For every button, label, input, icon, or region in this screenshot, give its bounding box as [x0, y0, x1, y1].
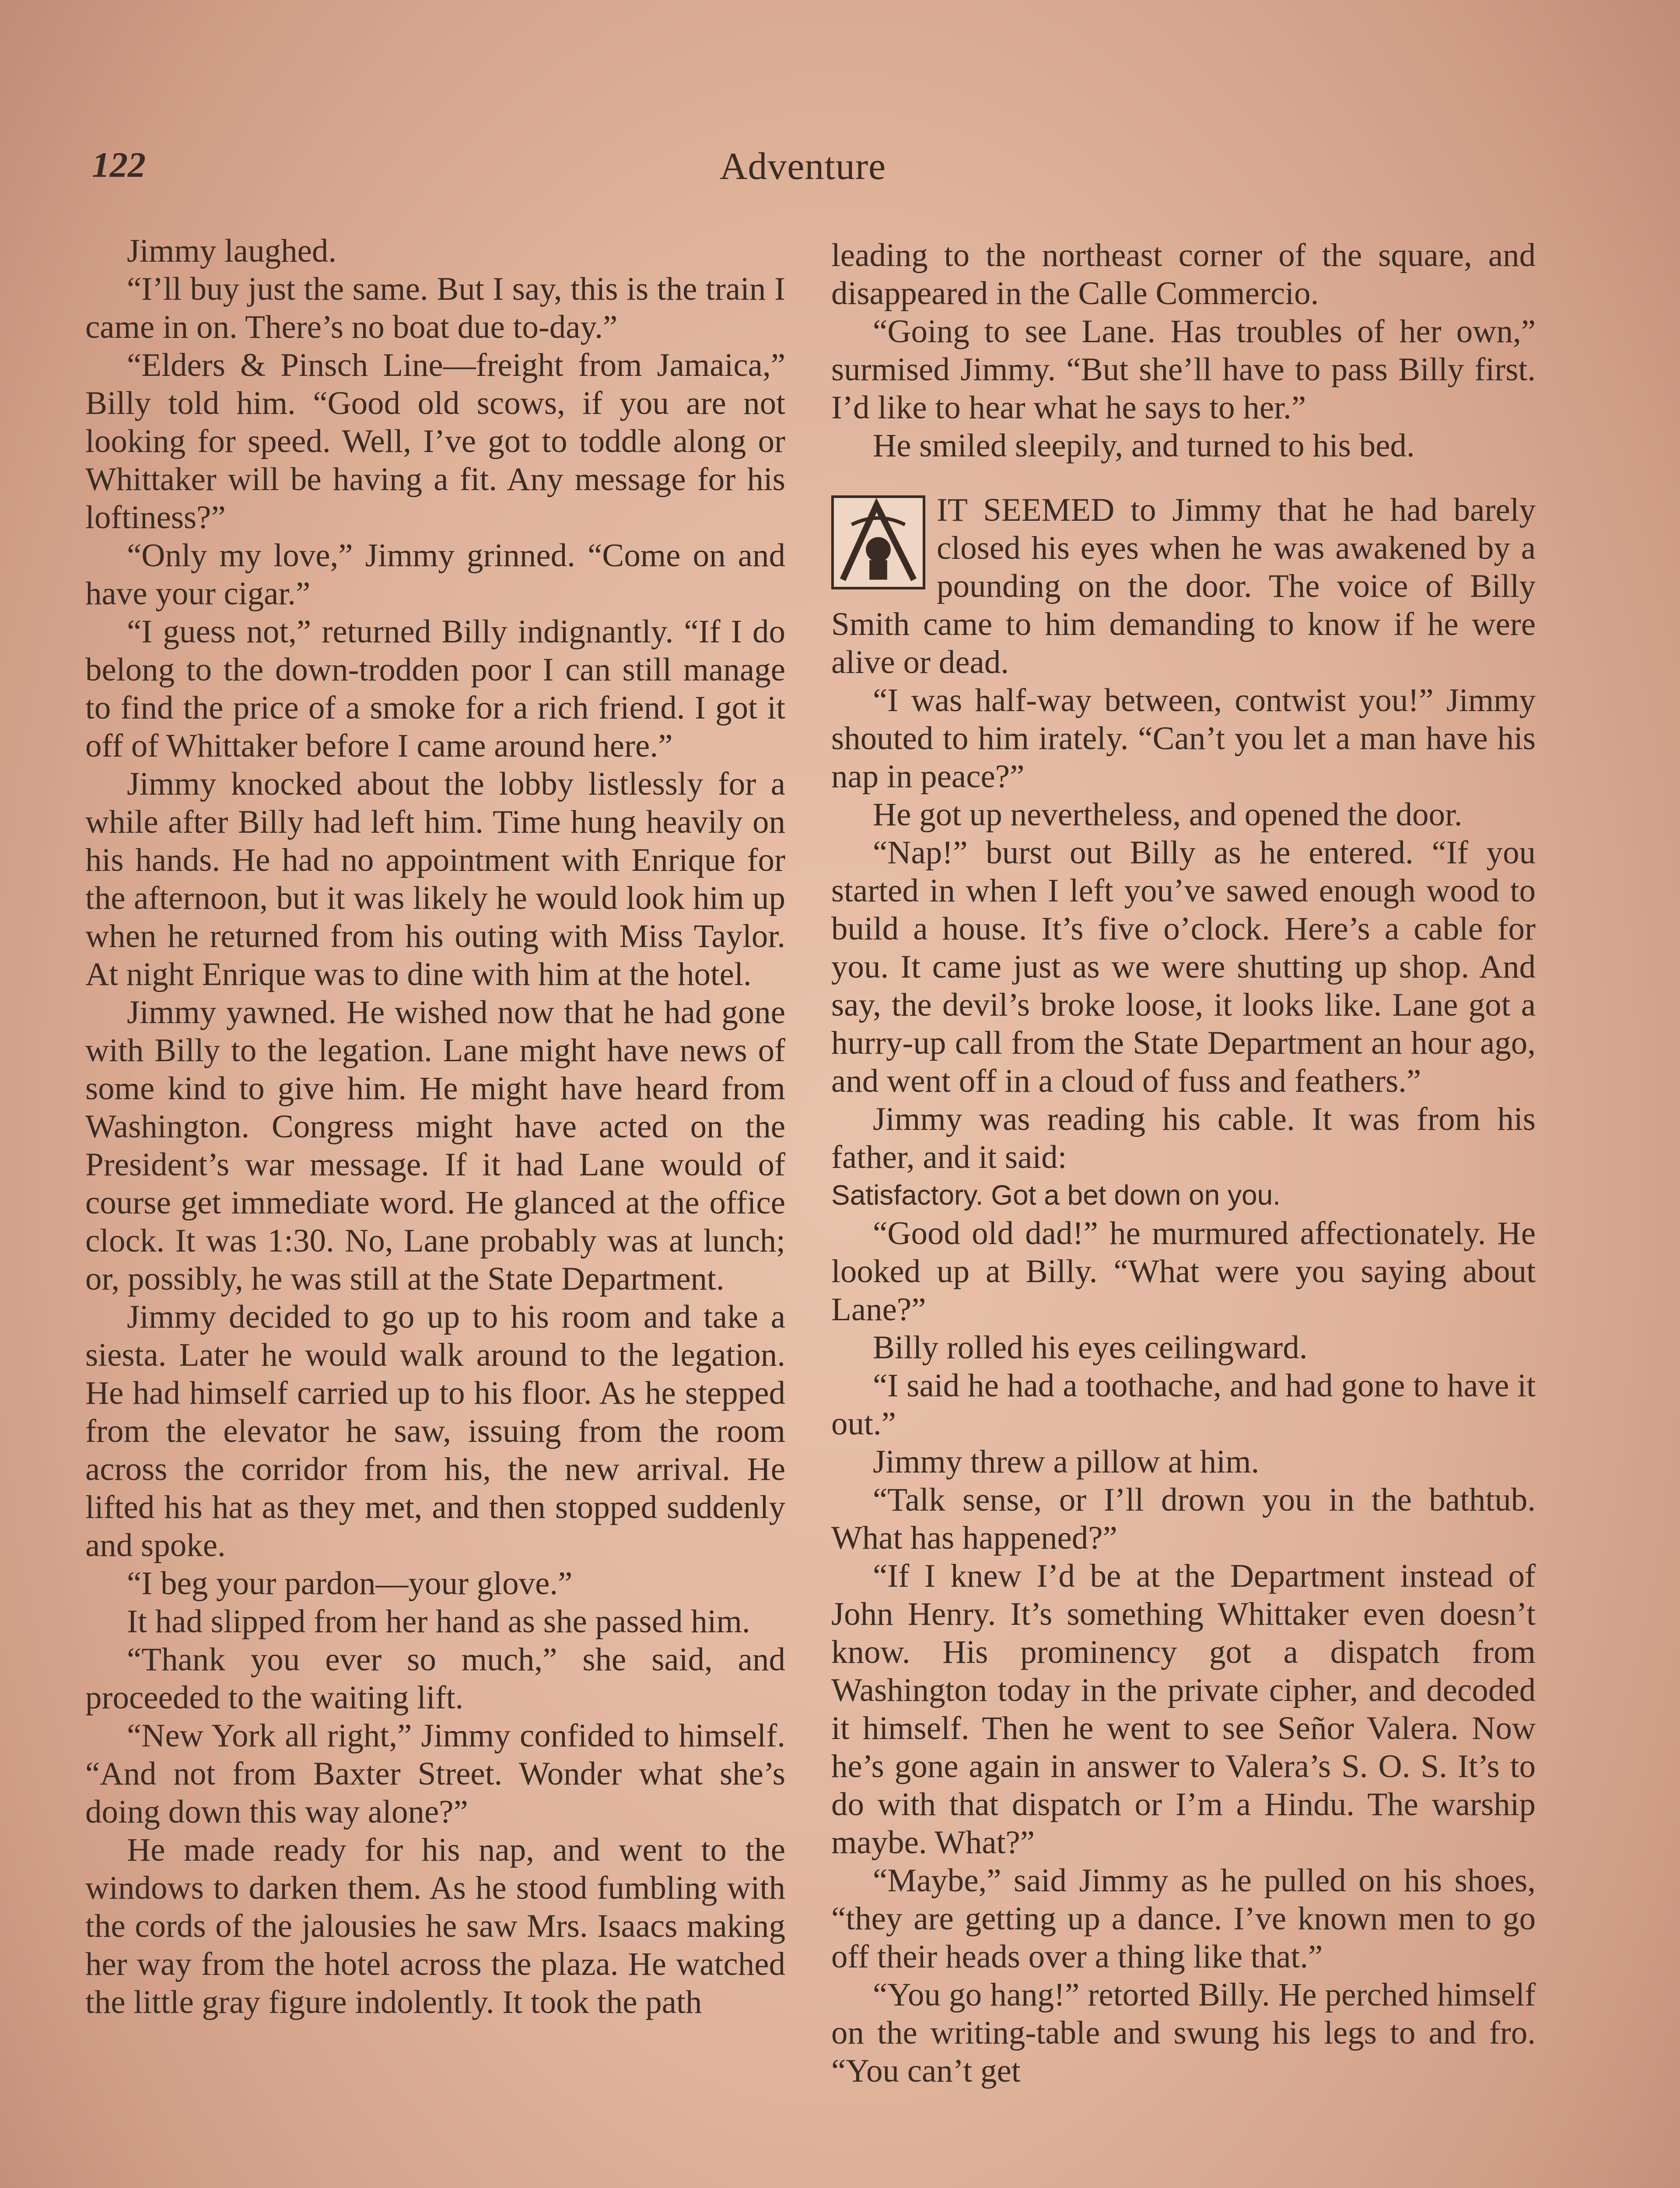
- paragraph: “New York all right,” Jimmy confided to himself. “And not from Baxter Street. Wonder what she’s doing down this way alone?”: [85, 1718, 785, 1830]
- drop-cap-illustration-icon: [831, 495, 925, 589]
- paragraph: “Going to see Lane. Has troubles of her own,” surmised Jimmy. “But she’ll have to pass Billy first. I’d like to hear what he says to her.”: [831, 313, 1536, 426]
- paragraph: He got up nevertheless, and opened the door.: [873, 796, 1463, 833]
- paragraph: “Elders & Pinsch Line—freight from Jamaica,” Billy told him. “Good old scows, if you are not looking for speed. Well, I’ve got to toddle along or Whittaker will be having a fit. Any message for his loftiness?”: [85, 347, 785, 536]
- paragraph: “I beg your pardon—your glove.”: [127, 1565, 573, 1602]
- running-title: Adventure: [719, 145, 886, 188]
- paragraph: Jimmy decided to go up to his room and take a siesta. Later he would walk around to the legation. He had himself carried up to his floor. As he stepped from the elevator he saw, issuing from the room across the corridor from his, the new arrival. He lifted his hat as they met, and then stopped suddenly and spoke.: [85, 1299, 785, 1564]
- paragraph: Jimmy was reading his cable. It was from his father, and it said:: [831, 1101, 1536, 1175]
- section-opening-paragraph: IT SEEMED to Jimmy that he had barely closed his eyes when he was awakened by a pounding on the door. The voice of Billy Smith came to him demanding to know if he were alive or dead.: [831, 492, 1536, 680]
- paragraph: It had slipped from her hand as she passed him.: [127, 1603, 750, 1640]
- cable-message: Satisfactory. Got a bet down on you.: [831, 1179, 1281, 1211]
- paragraph: “Only my love,” Jimmy grinned. “Come on and have your cigar.”: [85, 537, 785, 612]
- paragraph: “Nap!” burst out Billy as he entered. “If you started in when I left you’ve sawed enough wood to build a house. It’s five o’clock. Here’s a cable for you. It came just as we were shutting up shop. And say, the devil’s broke loose, it looks like. Lane got a hurry-up call from the State Department an hour ago, and went off in a cloud of fuss and feathers.”: [831, 835, 1536, 1099]
- paragraph: “Talk sense, or I’ll drown you in the bathtub. What has happened?”: [831, 1482, 1536, 1556]
- paragraph: “Maybe,” said Jimmy as he pulled on his shoes, “they are getting up a dance. I’ve known men to go off their heads over a thing like that.”: [831, 1862, 1536, 1975]
- paragraph: He made ready for his nap, and went to the windows to darken them. As he stood fumbling with the cords of the jalousies he saw Mrs. Isaacs making her way from the hotel across the plaza. He watched the little gray figure indolently. It took the path: [85, 1832, 785, 2020]
- page-number: 122: [92, 145, 146, 185]
- paragraph: “I’ll buy just the same. But I say, this is the train I came in on. There’s no boat due to-day.”: [85, 271, 785, 345]
- section-opening: [831, 491, 1536, 681]
- left-column: [85, 232, 785, 2021]
- paragraph: He smiled sleepily, and turned to his bed.: [873, 428, 1415, 464]
- paragraph: “Good old dad!” he murmured affectionately. He looked up at Billy. “What were you saying about Lane?”: [831, 1215, 1536, 1328]
- paragraph: “Thank you ever so much,” she said, and proceeded to the waiting lift.: [85, 1641, 785, 1716]
- paragraph: “I said he had a toothache, and had gone to have it out.”: [831, 1368, 1536, 1442]
- paragraph: “I guess not,” returned Billy indignantly. “If I do belong to the down-trodden poor I can still manage to find the price of a smoke for a rich friend. I got it off of Whittaker before I came around here.”: [85, 614, 785, 764]
- paragraph: Jimmy threw a pillow at him.: [873, 1444, 1260, 1480]
- right-column: [831, 236, 1536, 2090]
- paragraph: “I was half-way between, contwist you!” Jimmy shouted to him irately. “Can’t you let a man have his nap in peace?”: [831, 682, 1536, 795]
- paragraph: Jimmy knocked about the lobby listlessly for a while after Billy had left him. Time hung heavily on his hands. He had no appointment with Enrique for the afternoon, but it was likely he would look him up when he returned from his outing with Miss Taylor. At night Enrique was to dine with him at the hotel.: [85, 766, 785, 992]
- paragraph: Jimmy yawned. He wished now that he had gone with Billy to the legation. Lane might have news of some kind to give him. He might have heard from Washington. Congress might have acted on the President’s war message. If it had Lane would of course get immediate word. He glanced at the office clock. It was 1:30. No, Lane probably was at lunch; or, possibly, he was still at the State Department.: [85, 994, 785, 1297]
- page-header: [0, 144, 1680, 193]
- paragraph: “You go hang!” retorted Billy. He perched himself on the writing-table and swung his legs to and fro. “You can’t get: [831, 1977, 1536, 2089]
- paragraph: Jimmy laughed.: [127, 233, 337, 269]
- paragraph: Billy rolled his eyes ceilingward.: [873, 1329, 1308, 1366]
- paragraph: “If I knew I’d be at the Department instead of John Henry. It’s something Whittaker even doesn’t know. His prominency got a dispatch from Washington today in the private cipher, and decoded it himself. Then he went to see Señor Valera. Now he’s gone again in answer to Valera’s S. O. S. It’s to do with that dispatch or I’m a Hindu. The warship maybe. What?”: [831, 1558, 1536, 1861]
- continued-paragraph: leading to the northeast corner of the square, and disappeared in the Calle Commercio.: [831, 237, 1536, 312]
